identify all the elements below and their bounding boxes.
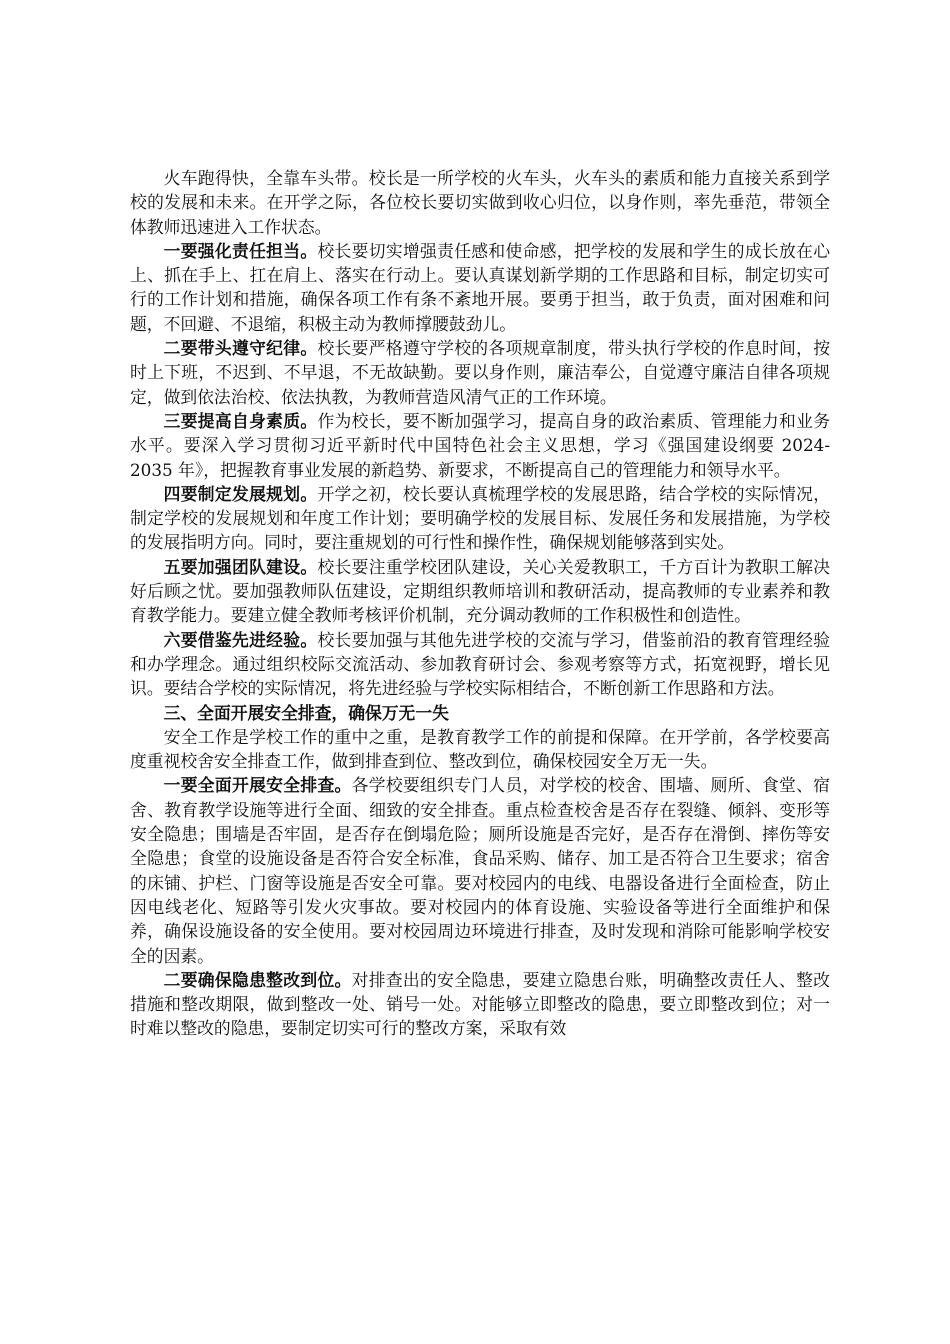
paragraph-planning	[130, 482, 830, 555]
paragraph-experience	[130, 628, 830, 701]
paragraph-text: 开学之初，校长要认真梳理学校的发展思路，结合学校的实际情况，制定学校的发展规划和年度工作计划；要明确学校的发展目标、发展任务和发展措施，为学校的发展指明方向。同时，要注重规划的可行性和操作性，确保规划能够落到实处。	[130, 483, 830, 553]
paragraph-responsibility	[130, 239, 830, 336]
paragraph-text: 火车跑得快，全靠车头带。校长是一所学校的火车头，火车头的素质和能力直接关系到学校的发展和未来。在开学之际，各位校长要切实做到收心归位，以身作则，率先垂范，带领全体教师迅速进入工作状态。	[130, 168, 830, 237]
paragraph-text: 作为校长，要不断加强学习，提高自身的政治素质、管理能力和业务水平。要深入学习贯彻习近平新时代中国特色社会主义思想，学习《强国建设纲要 2024-2035 年》，把握教育事业发展的新趋势、新要求，不断提高自己的管理能力和领导水平。	[130, 410, 830, 480]
paragraph-lead: 六要借鉴先进经验。	[163, 629, 318, 650]
paragraph-lead: 五要加强团队建设。	[163, 556, 318, 577]
paragraph-lead: 一要强化责任担当。	[163, 240, 318, 261]
paragraph-text: 校长要加强与其他先进学校的交流与学习，借鉴前沿的教育管理经验和办学理念。通过组织校际交流活动、参加教育研讨会、参观考察等方式，拓宽视野，增长见识。要结合学校的实际情况，将先进经验与学校实际相结合，不断创新工作思路和方法。	[130, 629, 830, 699]
document-body	[130, 166, 830, 1041]
paragraph-lead: 二要确保隐患整改到位。	[163, 969, 352, 990]
paragraph-intro	[130, 166, 830, 239]
paragraph-lead: 二要带头遵守纪律。	[163, 338, 318, 359]
paragraph-safety-inspection	[130, 773, 830, 967]
paragraph-rectification	[130, 968, 830, 1041]
paragraph-discipline	[130, 336, 830, 409]
paragraph-lead: 一要全面开展安全排查。	[163, 775, 352, 796]
paragraph-team	[130, 555, 830, 628]
paragraph-safety-intro	[130, 725, 830, 774]
paragraph-text: 对排查出的安全隐患，要建立隐患台账，明确整改责任人、整改措施和整改期限，做到整改一处、销号一处。对能够立即整改的隐患，要立即整改到位；对一时难以整改的隐患，要制定切实可行的整改方案，采取有效	[130, 969, 830, 1039]
paragraph-text: 各学校要组织专门人员，对学校的校舍、围墙、厕所、食堂、宿舍、教育教学设施等进行全面、细致的安全排查。重点检查校舍是否存在裂缝、倾斜、变形等安全隐患；围墙是否牢固，是否存在倒塌危险；厕所设施是否完好，是否存在滑倒、摔伤等安全隐患；食堂的设施设备是否符合安全标准，食品采购、储存、加工是否符合卫生要求；宿舍的床铺、护栏、门窗等设施是否安全可靠。要对校园内的电线、电器设备进行全面检查，防止因电线老化、短路等引发火灾事故。要对校园内的体育设施、实验设备等进行全面维护和保养，确保设施设备的安全使用。要对校园周边环境进行排查，及时发现和消除可能影响学校安全的因素。	[130, 775, 830, 966]
paragraph-text: 校长要严格遵守学校的各项规章制度，带头执行学校的作息时间，按时上下班，不迟到、不早退，不无故缺勤。要以身作则，廉洁奉公，自觉遵守廉洁自律各项规定，做到依法治校、依法执教，为教师营造风清气正的工作环境。	[130, 338, 830, 407]
section-heading-safety: 三、全面开展安全排查，确保万无一失	[163, 702, 449, 723]
paragraph-quality	[130, 409, 830, 482]
paragraph-text: 安全工作是学校工作的重中之重，是教育教学工作的前提和保障。在开学前，各学校要高度重视校舍安全排查工作，做到排查到位、整改到位，确保校园安全万无一失。	[130, 726, 830, 772]
paragraph-text: 校长要切实增强责任感和使命感，把学校的发展和学生的成长放在心上、抓在手上、扛在肩上、落实在行动上。要认真谋划新学期的工作思路和目标，制定切实可行的工作计划和措施，确保各项工作有条不紊地开展。要勇于担当，敢于负责，面对困难和问题，不回避、不退缩，积极主动为教师撑腰鼓劲儿。	[130, 240, 830, 334]
paragraph-text: 校长要注重学校团队建设，关心关爱教职工，千方百计为教职工解决好后顾之忧。要加强教师队伍建设，定期组织教师培训和教研活动，提高教师的专业素养和教育教学能力。要建立健全教师考核评价机制，充分调动教师的工作积极性和创造性。	[130, 556, 830, 626]
paragraph-lead: 四要制定发展规划。	[163, 483, 318, 504]
paragraph-lead: 三要提高自身素质。	[163, 410, 318, 431]
